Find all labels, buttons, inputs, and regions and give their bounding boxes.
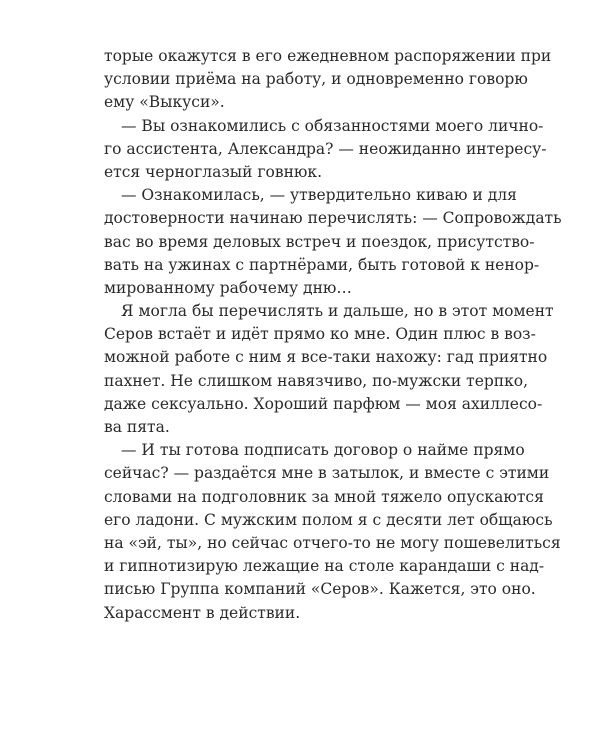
text-line: Серов встаёт и идёт прямо ко мне. Один плюс в воз- — [104, 325, 536, 344]
body-text — [104, 45, 562, 625]
text-line: и гипнотизирую лежащие на столе карандаши с над- — [104, 557, 545, 576]
text-line: его ладони. С мужским полом я с десяти лет общаюсь — [104, 510, 553, 529]
text-line: достоверности начинаю перечислять: — Сопровождать — [104, 209, 562, 228]
text-line: словами на подголовник за мной тяжело опускаются — [104, 487, 544, 506]
text-line: — И ты готова подписать договор о найме прямо — [121, 441, 525, 460]
text-line: пахнет. Не слишком навязчиво, по-мужски терпко, — [104, 371, 529, 390]
text-line: сейчас? — раздаётся мне в затылок, и вместе с этими — [104, 464, 550, 483]
text-line: условии приёма на работу, и одновременно говорю — [104, 70, 528, 89]
text-line: Я могла бы перечислять и дальше, но в этот момент — [121, 302, 554, 321]
text-line: на «эй, ты», но сейчас отчего-то не могу пошевелиться — [104, 533, 561, 552]
text-line: — Вы ознакомились с обязанностями моего лично- — [121, 116, 544, 135]
text-line: вать на ужинах с партнёрами, быть готовой к ненор- — [104, 255, 540, 274]
text-line: го ассистента, Александра? — неожиданно интересу- — [104, 139, 547, 158]
text-line: Харассмент в действии. — [104, 603, 301, 622]
text-line: даже сексуально. Хороший парфюм — моя ахиллесо- — [104, 394, 543, 413]
text-line: ва пята. — [104, 418, 170, 436]
text-line: — Ознакомилась, — утвердительно киваю и для — [121, 186, 517, 205]
text-line: можной работе с ним я все-таки нахожу: гад приятно — [104, 348, 548, 367]
text-line: писью Группа компаний «Серов». Кажется, это оно. — [104, 580, 536, 599]
text-line: вас во время деловых встреч и поездок, присутство- — [104, 232, 535, 251]
text-line: ется черноглазый говнюк. — [104, 162, 323, 181]
text-line: торые окажутся в его ежедневном распоряжении при — [104, 47, 552, 65]
text-line: мированному рабочему дню… — [104, 278, 352, 297]
text-line: ему «Выкуси». — [104, 93, 225, 112]
